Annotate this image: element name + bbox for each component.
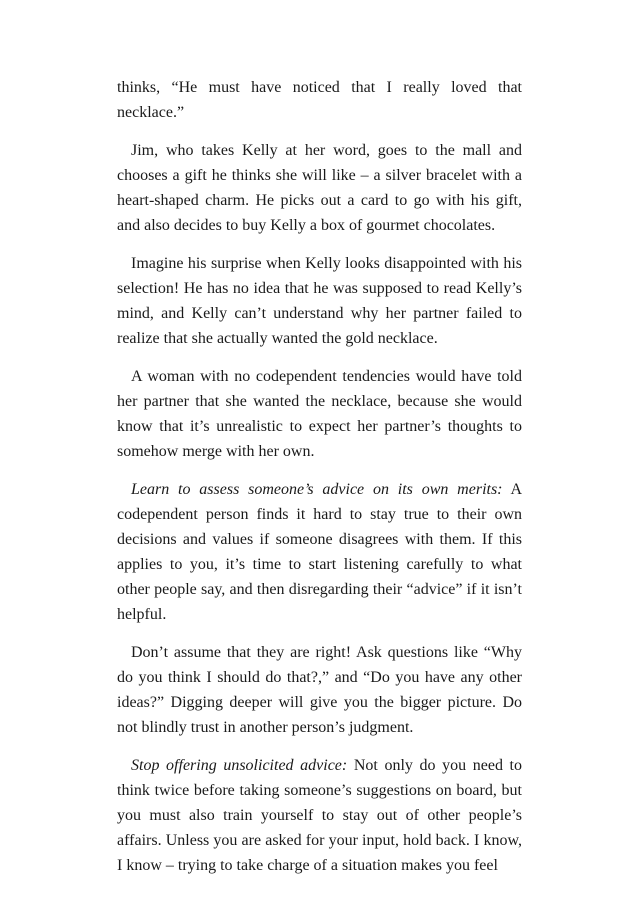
paragraph-jim-gift	[117, 138, 522, 238]
paragraph-assess-advice	[117, 477, 522, 627]
paragraph-lead-heading: Stop offering unsolicited advice:	[131, 757, 348, 774]
paragraph-text: A codependent person finds it hard to stay true to their own decisions and values if someone disagrees with them. If this applies to you, it’s time to start listening carefully to what other people say, and then disregarding their “advice” if it isn’t helpful.	[117, 481, 522, 623]
paragraph-dont-assume	[117, 640, 522, 740]
paragraph-text: Jim, who takes Kelly at her word, goes to the mall and chooses a gift he thinks she will like – a silver bracelet with a heart-shaped charm. He picks out a card to go with his gift, and also decides to buy Kelly a box of gourmet chocolates.	[117, 142, 522, 234]
paragraph-lead-heading: Learn to assess someone’s advice on its own merits:	[131, 481, 503, 498]
paragraph-surprise	[117, 251, 522, 351]
paragraph-text: Don’t assume that they are right! Ask questions like “Why do you think I should do that?,” and “Do you have any other ideas?” Digging deeper will give you the bigger picture. Do not blindly trust in another person’s judgment.	[117, 644, 522, 736]
paragraph-continued	[117, 75, 522, 125]
paragraph-text: Not only do you need to think twice before taking someone’s suggestions on board, but you must also train yourself to stay out of other people’s affairs. Unless you are asked for your input, hold back. I know, I know – trying to take charge of a situation makes you feel	[117, 757, 522, 874]
paragraph-text: thinks, “He must have noticed that I really loved that necklace.”	[117, 79, 522, 121]
paragraph-stop-advice	[117, 753, 522, 878]
paragraph-text: Imagine his surprise when Kelly looks disappointed with his selection! He has no idea that he was supposed to read Kelly’s mind, and Kelly can’t understand why her partner failed to realize that she actually wanted the gold necklace.	[117, 255, 522, 347]
paragraph-no-codependency	[117, 364, 522, 464]
document-page	[117, 75, 522, 891]
paragraph-text: A woman with no codependent tendencies would have told her partner that she wanted the necklace, because she would know that it’s unrealistic to expect her partner’s thoughts to somehow merge with her own.	[117, 368, 522, 460]
